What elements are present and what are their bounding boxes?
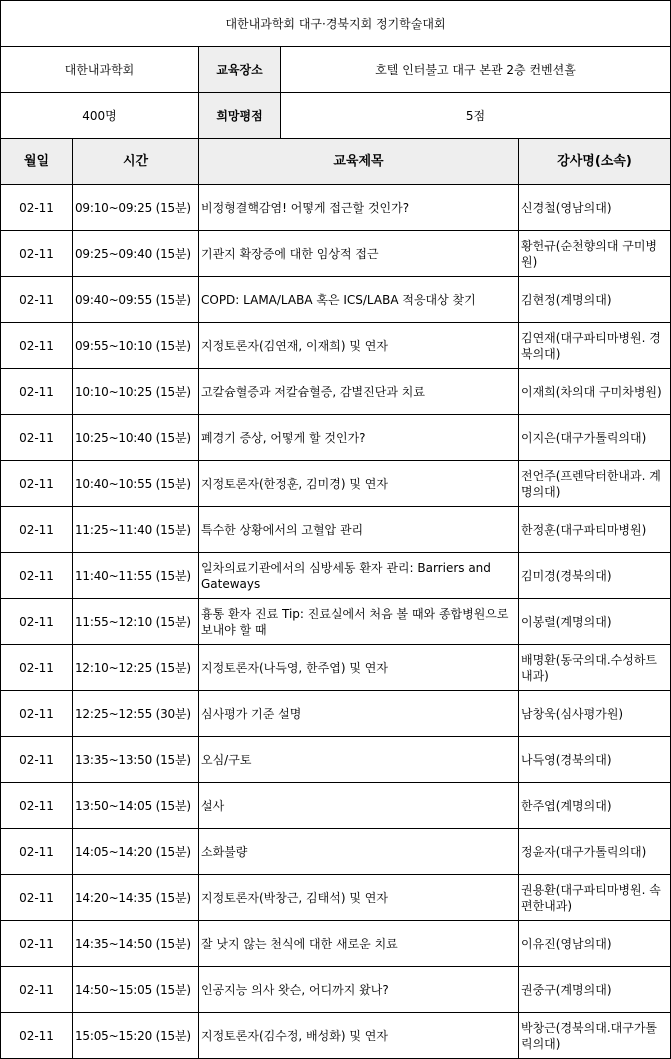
cell-subject: 비정형결핵감염! 어떻게 접근할 것인가? — [199, 185, 519, 231]
cell-date: 02-11 — [1, 829, 73, 875]
table-row — [1, 691, 671, 737]
cell-time: 12:10~12:25 (15분) — [73, 645, 199, 691]
cell-date: 02-11 — [1, 599, 73, 645]
cell-time: 13:50~14:05 (15분) — [73, 783, 199, 829]
cell-speaker: 이봉렬(계명의대) — [519, 599, 671, 645]
cell-time: 14:50~15:05 (15분) — [73, 967, 199, 1013]
cell-subject: 기관지 확장증에 대한 임상적 접근 — [199, 231, 519, 277]
cell-speaker: 박창근(경북의대.대구가톨릭의대) — [519, 1013, 671, 1059]
cell-speaker: 김현정(계명의대) — [519, 277, 671, 323]
cell-speaker: 전언주(프렌닥터한내과. 계명의대) — [519, 461, 671, 507]
cell-speaker: 이재희(차의대 구미차병원) — [519, 369, 671, 415]
cell-date: 02-11 — [1, 691, 73, 737]
cell-speaker: 남창욱(심사평가원) — [519, 691, 671, 737]
cell-subject: 인공지능 의사 왓슨, 어디까지 왔나? — [199, 967, 519, 1013]
header-speaker: 강사명(소속) — [519, 139, 671, 185]
table-row — [1, 645, 671, 691]
cell-time: 11:55~12:10 (15분) — [73, 599, 199, 645]
cell-date: 02-11 — [1, 323, 73, 369]
schedule-body — [1, 185, 671, 1059]
place-value: 호텔 인터불고 대구 본관 2층 컨벤션홀 — [281, 47, 671, 93]
table-row — [1, 875, 671, 921]
cell-speaker: 배명환(동국의대.수성하트내과) — [519, 645, 671, 691]
table-row — [1, 461, 671, 507]
cell-time: 10:25~10:40 (15분) — [73, 415, 199, 461]
cell-time: 14:05~14:20 (15분) — [73, 829, 199, 875]
cell-time: 09:40~09:55 (15분) — [73, 277, 199, 323]
cell-subject: 일차의료기관에서의 심방세동 환자 관리: Barriers and Gateways — [199, 553, 519, 599]
cell-subject: 심사평가 기준 설명 — [199, 691, 519, 737]
cell-date: 02-11 — [1, 921, 73, 967]
cell-date: 02-11 — [1, 875, 73, 921]
cell-speaker: 이유진(영남의대) — [519, 921, 671, 967]
cell-subject: 흉통 환자 진료 Tip: 진료실에서 처음 볼 때와 종합병원으로 보내야 할 때 — [199, 599, 519, 645]
table-row — [1, 1013, 671, 1059]
cell-speaker: 한정훈(대구파티마병원) — [519, 507, 671, 553]
cell-subject: 폐경기 증상, 어떻게 할 것인가? — [199, 415, 519, 461]
cell-time: 09:10~09:25 (15분) — [73, 185, 199, 231]
cell-speaker: 황헌규(순천향의대 구미병원) — [519, 231, 671, 277]
title-row — [1, 1, 671, 47]
cell-speaker: 김연재(대구파티마병원. 경북의대) — [519, 323, 671, 369]
cell-date: 02-11 — [1, 507, 73, 553]
cell-date: 02-11 — [1, 231, 73, 277]
cell-date: 02-11 — [1, 369, 73, 415]
table-row — [1, 829, 671, 875]
table-row — [1, 783, 671, 829]
table-row — [1, 323, 671, 369]
cell-time: 13:35~13:50 (15분) — [73, 737, 199, 783]
table-row — [1, 921, 671, 967]
cell-time: 14:35~14:50 (15분) — [73, 921, 199, 967]
cell-time: 10:10~10:25 (15분) — [73, 369, 199, 415]
cell-time: 15:05~15:20 (15분) — [73, 1013, 199, 1059]
cell-subject: 지정토론자(김수정, 배성화) 및 연자 — [199, 1013, 519, 1059]
cell-speaker: 정윤자(대구가톨릭의대) — [519, 829, 671, 875]
cell-speaker: 신경철(영남의대) — [519, 185, 671, 231]
cell-time: 11:40~11:55 (15분) — [73, 553, 199, 599]
cell-time: 11:25~11:40 (15분) — [73, 507, 199, 553]
cell-subject: 지정토론자(나득영, 한주엽) 및 연자 — [199, 645, 519, 691]
header-date: 월일 — [1, 139, 73, 185]
cell-subject: 지정토론자(한정훈, 김미경) 및 연자 — [199, 461, 519, 507]
header-subject: 교육제목 — [199, 139, 519, 185]
table-row — [1, 737, 671, 783]
cell-date: 02-11 — [1, 277, 73, 323]
cell-subject: 오심/구토 — [199, 737, 519, 783]
info-row-points — [1, 93, 671, 139]
document-title: 대한내과학회 대구·경북지회 정기학술대회 — [1, 1, 671, 47]
cell-time: 09:25~09:40 (15분) — [73, 231, 199, 277]
table-row — [1, 553, 671, 599]
cell-speaker: 한주엽(계명의대) — [519, 783, 671, 829]
cell-date: 02-11 — [1, 553, 73, 599]
table-row — [1, 507, 671, 553]
place-label: 교육장소 — [199, 47, 281, 93]
capacity-value: 400명 — [1, 93, 199, 139]
cell-date: 02-11 — [1, 967, 73, 1013]
table-row — [1, 231, 671, 277]
points-label: 희망평점 — [199, 93, 281, 139]
table-row — [1, 415, 671, 461]
organizer-value: 대한내과학회 — [1, 47, 199, 93]
cell-subject: COPD: LAMA/LABA 혹은 ICS/LABA 적응대상 찾기 — [199, 277, 519, 323]
cell-speaker: 나득영(경북의대) — [519, 737, 671, 783]
cell-time: 14:20~14:35 (15분) — [73, 875, 199, 921]
cell-subject: 고칼슘혈증과 저칼슘혈증, 감별진단과 치료 — [199, 369, 519, 415]
cell-subject: 지정토론자(박창근, 김태석) 및 연자 — [199, 875, 519, 921]
table-row — [1, 185, 671, 231]
cell-date: 02-11 — [1, 185, 73, 231]
cell-speaker: 권용환(대구파티마병원. 속편한내과) — [519, 875, 671, 921]
cell-subject: 특수한 상황에서의 고혈압 관리 — [199, 507, 519, 553]
points-value: 5점 — [281, 93, 671, 139]
cell-date: 02-11 — [1, 461, 73, 507]
table-header-row — [1, 139, 671, 185]
cell-time: 12:25~12:55 (30분) — [73, 691, 199, 737]
cell-subject: 잘 낫지 않는 천식에 대한 새로운 치료 — [199, 921, 519, 967]
cell-date: 02-11 — [1, 737, 73, 783]
cell-date: 02-11 — [1, 1013, 73, 1059]
cell-date: 02-11 — [1, 783, 73, 829]
table-row — [1, 277, 671, 323]
table-row — [1, 599, 671, 645]
cell-time: 09:55~10:10 (15분) — [73, 323, 199, 369]
cell-speaker: 권중구(계명의대) — [519, 967, 671, 1013]
cell-time: 10:40~10:55 (15분) — [73, 461, 199, 507]
cell-speaker: 김미경(경북의대) — [519, 553, 671, 599]
table-row — [1, 967, 671, 1013]
info-row-place — [1, 47, 671, 93]
cell-subject: 소화불량 — [199, 829, 519, 875]
cell-date: 02-11 — [1, 645, 73, 691]
cell-speaker: 이지은(대구가톨릭의대) — [519, 415, 671, 461]
table-row — [1, 369, 671, 415]
cell-subject: 설사 — [199, 783, 519, 829]
cell-date: 02-11 — [1, 415, 73, 461]
cell-subject: 지정토론자(김연재, 이재희) 및 연자 — [199, 323, 519, 369]
header-time: 시간 — [73, 139, 199, 185]
